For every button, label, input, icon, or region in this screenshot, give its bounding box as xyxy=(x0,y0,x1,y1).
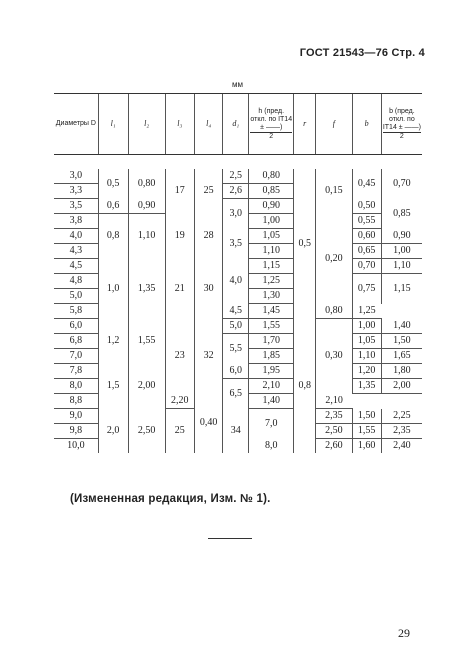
cell-h: 1,55 xyxy=(249,319,294,334)
cell-h: 1,05 xyxy=(249,229,294,244)
cell-l1: 0,5 xyxy=(98,169,128,199)
col-l3: l₃ xyxy=(165,94,194,155)
cell-b: 1,35 xyxy=(352,379,381,394)
cell-d: 8,8 xyxy=(54,394,98,409)
cell-b: 1,00 xyxy=(352,319,381,334)
cell-bt: 1,80 xyxy=(381,364,422,379)
table-header-row xyxy=(54,94,422,155)
cell-l2: 2,00 xyxy=(128,364,165,409)
cell-d: 4,0 xyxy=(54,229,98,244)
cell-l2: 1,55 xyxy=(128,319,165,364)
cell-l3: 19 xyxy=(165,214,194,259)
cell-b: 1,50 xyxy=(352,409,381,424)
cell-d1: 6,5 xyxy=(223,379,249,409)
cell-h: 0,85 xyxy=(249,184,294,199)
cell-l1: 2,0 xyxy=(98,409,128,454)
table-row xyxy=(54,169,422,184)
cell-l3: 17 xyxy=(165,169,194,214)
cell-bt: 2,00 xyxy=(381,379,422,394)
col-f: f xyxy=(316,94,352,155)
cell-l4: 25 xyxy=(194,169,222,214)
cell-h: 1,30 xyxy=(249,289,294,304)
cell-f: 0,40 xyxy=(194,394,222,454)
cell-d: 6,8 xyxy=(54,334,98,349)
cell-d: 4,5 xyxy=(54,259,98,274)
cell-l1: 1,0 xyxy=(98,259,128,319)
cell-d: 4,3 xyxy=(54,244,98,259)
cell-b: 0,65 xyxy=(352,244,381,259)
cell-h: 2,10 xyxy=(249,379,294,394)
cell-f: 0,15 xyxy=(316,169,352,214)
cell-l3: 25 xyxy=(165,409,194,454)
cell-d: 3,0 xyxy=(54,169,98,184)
cell-h: 1,45 xyxy=(249,304,294,319)
cell-b: 0,80 xyxy=(316,304,352,319)
cell-l3: 21 xyxy=(165,259,194,319)
cell-h: 2,20 xyxy=(165,394,194,409)
cell-d: 7,0 xyxy=(54,349,98,364)
cell-d: 3,5 xyxy=(54,199,98,214)
divider xyxy=(208,538,252,539)
cell-l2: 0,80 xyxy=(128,169,165,199)
document-code: ГОСТ 21543—76 Стр. 4 xyxy=(299,47,425,59)
cell-bt: 1,65 xyxy=(381,349,422,364)
cell-d: 8,0 xyxy=(54,379,98,394)
cell-d1: 5,5 xyxy=(223,334,249,364)
cell-b: 0,45 xyxy=(352,169,381,199)
cell-f: 0,20 xyxy=(316,214,352,304)
cell-bt: 1,10 xyxy=(381,259,422,274)
cell-d: 5,0 xyxy=(54,289,98,304)
table-row xyxy=(54,259,422,274)
col-d1: d₁ xyxy=(223,94,249,155)
cell-d: 10,0 xyxy=(67,440,85,451)
cell-h: 1,85 xyxy=(249,349,294,364)
cell-b: 0,55 xyxy=(352,214,381,229)
cell-d1: 4,0 xyxy=(223,259,249,304)
cell-l1: 0,8 xyxy=(98,214,128,259)
col-b: b xyxy=(352,94,381,155)
cell-d1: 3,0 xyxy=(223,199,249,229)
cell-l2: 2,50 xyxy=(128,409,165,454)
cell-d: 9,0 xyxy=(54,409,98,424)
table-row xyxy=(54,319,422,334)
cell-b: 1,20 xyxy=(352,364,381,379)
col-diameter: Диаметры D xyxy=(54,94,98,155)
table-row xyxy=(54,199,422,214)
cell-h: 1,95 xyxy=(249,364,294,379)
cell-r: 0,5 xyxy=(294,169,316,319)
cell-l1: 1,5 xyxy=(98,364,128,409)
cell-h: 2,35 xyxy=(316,409,352,424)
dimensions-table xyxy=(54,93,422,453)
cell-d: 3,8 xyxy=(54,214,98,229)
cell-r: 0,8 xyxy=(294,319,316,454)
cell-d1: 3,5 xyxy=(223,229,249,259)
unit-label: мм xyxy=(232,80,243,89)
cell-h: 1,10 xyxy=(249,244,294,259)
col-l4: l₄ xyxy=(194,94,222,155)
page-header xyxy=(0,0,467,60)
cell-d: 9,8 xyxy=(54,424,98,439)
cell-d: 5,8 xyxy=(54,304,98,319)
cell-b: 0,60 xyxy=(352,229,381,244)
cell-h: 0,90 xyxy=(249,199,294,214)
cell-l1: 0,6 xyxy=(98,199,128,214)
cell-bt: 2,10 xyxy=(316,394,352,409)
cell-bt: 2,40 xyxy=(381,439,422,454)
cell-h: 2,60 xyxy=(316,439,352,454)
cell-d: 6,0 xyxy=(54,319,98,334)
cell-d1: 5,0 xyxy=(223,319,249,334)
col-l2: l₂ xyxy=(128,94,165,155)
cell-bt: 1,15 xyxy=(381,274,422,304)
cell-h: 1,15 xyxy=(249,259,294,274)
cell-bt: 1,25 xyxy=(352,304,381,319)
cell-bt: 1,50 xyxy=(381,334,422,349)
cell-l2: 1,35 xyxy=(128,259,165,319)
cell-b: 1,40 xyxy=(249,394,294,409)
col-r: r xyxy=(294,94,316,155)
cell-bt: 0,70 xyxy=(381,169,422,199)
col-h: $\frac{\text{h (пред. откл. по IT14 ± ——)}}{2}$ xyxy=(249,94,294,155)
cell-h: 0,80 xyxy=(249,169,294,184)
cell-d: 4,8 xyxy=(54,274,98,289)
cell-b: 1,55 xyxy=(352,424,381,439)
cell-l2: 0,90 xyxy=(128,199,165,214)
cell-bt: 1,00 xyxy=(381,244,422,259)
cell-h: 1,00 xyxy=(249,214,294,229)
cell-b: 0,70 xyxy=(352,259,381,274)
col-l1: l₁ xyxy=(98,94,128,155)
cell-bt: 1,40 xyxy=(381,319,422,334)
page-number: 29 xyxy=(398,626,410,640)
cell-h: 2,50 xyxy=(316,424,352,439)
cell-f: 0,30 xyxy=(316,319,352,394)
cell-d1: 2,6 xyxy=(223,184,249,199)
cell-l3: 23 xyxy=(165,319,194,394)
cell-b: 0,75 xyxy=(352,274,381,304)
cell-d1: 2,5 xyxy=(223,169,249,184)
cell-d1: 6,0 xyxy=(223,364,249,379)
cell-l4: 30 xyxy=(194,259,222,319)
cell-l4: 32 xyxy=(194,319,222,394)
table-row xyxy=(54,409,422,424)
cell-l2: 1,10 xyxy=(128,214,165,259)
cell-bt: 0,90 xyxy=(381,229,422,244)
cell-d: 3,3 xyxy=(54,184,98,199)
table-row xyxy=(54,364,422,379)
cell-l1: 1,2 xyxy=(98,319,128,364)
col-b-tolerance: $\frac{\text{b (пред. откл. по IT14 ± ——)}}{2}$ xyxy=(381,94,422,155)
cell-b: 1,10 xyxy=(352,349,381,364)
cell-l4: 34 xyxy=(223,409,249,454)
cell-b: 1,60 xyxy=(352,439,381,454)
cell-l4: 28 xyxy=(194,214,222,259)
cell-b: 0,50 xyxy=(352,199,381,214)
cell-bt: 0,85 xyxy=(381,199,422,229)
cell-d: 7,8 xyxy=(54,364,98,379)
cell-h: 1,70 xyxy=(249,334,294,349)
cell-bt: 2,35 xyxy=(381,424,422,439)
revision-note: (Измененная редакция, Изм. № 1). xyxy=(70,493,271,505)
cell-d1: 8,0 xyxy=(249,439,294,454)
cell-bt: 2,25 xyxy=(381,409,422,424)
cell-b: 1,05 xyxy=(352,334,381,349)
cell-d1: 4,5 xyxy=(223,304,249,319)
cell-d1: 7,0 xyxy=(249,409,294,439)
cell-h: 1,25 xyxy=(249,274,294,289)
